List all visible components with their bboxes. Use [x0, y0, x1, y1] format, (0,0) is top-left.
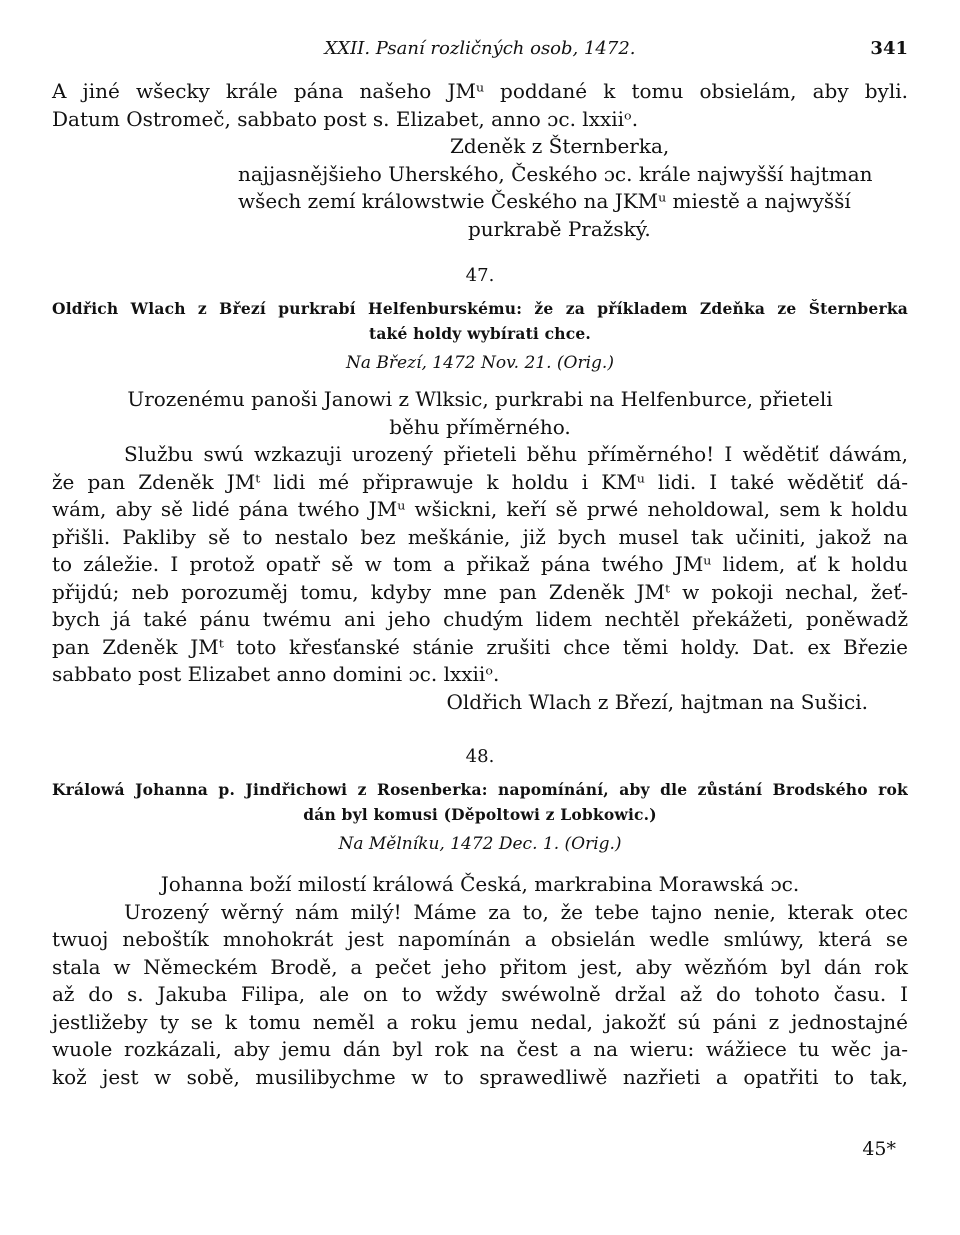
text-line: až do s. Jakuba Filipa, ale on to wždy swéwolně držal až do tohoto času. I [52, 982, 908, 1006]
intro-line: Datum Ostromeč, sabbato post s. Elizabet, anno ɔc. lxxiiᵒ. [52, 106, 639, 131]
text-line: že pan Zdeněk JMᵗ lidi mé připrawuje k holdu i KMᵘ lidi. I také wědětiť dá- [52, 469, 908, 494]
document-number: 47. [465, 265, 495, 286]
document-number: 48. [465, 746, 495, 767]
text-line: pan Zdeněk JMᵗ toto křesťanské stánie zrušiti chce těmi holdy. Dat. ex Březie [52, 634, 908, 659]
signature-line: Zdeněk z Šternberka, [450, 134, 670, 158]
signature-line: wšech zemí králowstwie Českého na JKMᵘ miestě a najwyšší [238, 189, 851, 213]
dateline: Na Březí, 1472 Nov. 21. (Orig.) [346, 353, 614, 373]
intro-line: A jiné wšecky krále pána našeho JMᵘ poddané k tomu obsielám, aby byli. [52, 79, 908, 103]
text-line: sabbato post Elizabet anno domini ɔc. lxxiiᵒ. [52, 662, 500, 686]
page-number: 341 [870, 38, 908, 59]
text-line: wuole rozkázali, aby jemu dán byl rok na čest a na wieru: wážiece tu wěc ja- [52, 1037, 908, 1061]
letter-47 [52, 386, 908, 716]
regest [52, 296, 908, 346]
text-line: Urozený wěrný nám milý! Máme za to, že tebe tajno nenie, kterak otec [124, 899, 908, 924]
text-line: to záležie. I protož opatř sě w tom a přikaž pána twého JMᵘ lidem, ať k holdu [52, 552, 908, 576]
text-line: přišli. Pakliby sě to nestalo bez meškánie, již bych musel tak učiniti, jakož na [52, 524, 908, 549]
text-line: twuoj neboštík mnohokrát jest napomínán a obsielán wedle smlúwy, která se [52, 927, 908, 951]
text-line: Službu swú wzkazuji urozený přieteli běhu příměrného! I wědětiť dáwám, [124, 442, 908, 466]
signature-line: purkrabě Pražský. [468, 216, 651, 241]
document-page [52, 30, 908, 1091]
regest-line: Králowá Johanna p. Jindřichowi z Rosenberka: napomínání, aby dle zůstání Brodského rok [52, 780, 908, 799]
regest-line: dán byl komusi (Děpoltowi z Lobkowic.) [303, 805, 657, 824]
text-line: jestližeby ty se k tomu neměl a roku jemu nedal, jakožť sú páni z jednostajné [52, 1009, 908, 1034]
intitulatio: Johanna boží milostí králowá Česká, markrabina Morawská ɔc. [160, 872, 800, 896]
sheet-signature: 45* [862, 1138, 896, 1160]
regest-line: Oldřich Wlach z Březí purkrabí Helfenburskému: že za příkladem Zdeňka ze Šternberka [52, 299, 908, 318]
signature-line: Oldřich Wlach z Březí, hajtman na Sušici. [446, 689, 868, 714]
letter-48 [52, 871, 908, 1091]
text-line: bych já také pánu twému ani jeho chudým lidem nechtěl překážeti, poněwadž [52, 607, 908, 631]
dateline: Na Mělníku, 1472 Dec. 1. (Orig.) [338, 834, 622, 854]
running-header [52, 30, 908, 64]
text-line: kož jest w sobě, musilibychme w to sprawedliwě nazřieti a opatřiti to tak, [52, 1064, 908, 1089]
signature-line: najjasnějšieho Uherského, Českého ɔc. krále najwyšší hajtman [238, 161, 873, 186]
address-line: Urozenému panoši Janowi z Wlksic, purkrabi na Helfenburce, přieteli [127, 387, 833, 411]
intro-block [52, 78, 908, 243]
address-line: běhu příměrného. [389, 414, 571, 439]
text-line: stala w Německém Brodě, a pečet jeho přitom jest, aby wězňóm byl dán rok [52, 954, 908, 979]
running-title: XXII. Psaní rozličných osob, 1472. [324, 38, 636, 59]
text-line: wám, aby sě lidé pána twého JMᵘ wšickni, keří sě prwé neholdowal, sem k holdu [52, 497, 908, 521]
text-line: přijdú; neb porozuměj tomu, kdyby mne pan Zdeněk JMᵗ w pokoji nechal, žeť- [52, 579, 908, 604]
regest [52, 777, 908, 827]
regest-line: také holdy wybírati chce. [368, 324, 592, 343]
